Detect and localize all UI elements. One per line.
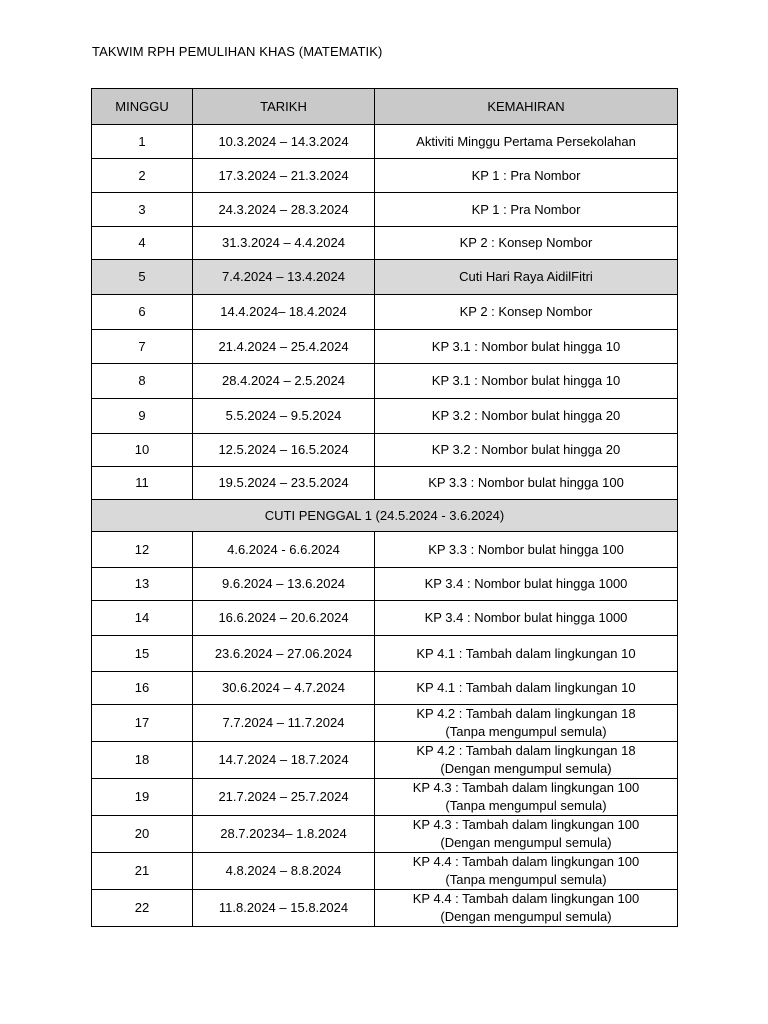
table-row xyxy=(92,399,678,434)
cell-kemahiran xyxy=(375,364,678,399)
cell-kemahiran xyxy=(375,816,678,853)
table-row xyxy=(92,779,678,816)
kemahiran-text: KP 4.3 : Tambah dalam lingkungan 100 xyxy=(412,817,640,832)
cell-kemahiran xyxy=(375,890,678,927)
cell-tarikh: 4.8.2024 – 8.8.2024 xyxy=(193,853,375,890)
kemahiran-text: KP 4.3 : Tambah dalam lingkungan 100 xyxy=(412,780,640,795)
cell-kemahiran xyxy=(375,159,678,193)
cell-minggu: 3 xyxy=(92,193,193,227)
column-header-minggu: MINGGU xyxy=(92,89,193,125)
cell-tarikh: 24.3.2024 – 28.3.2024 xyxy=(193,193,375,227)
cell-minggu: 18 xyxy=(92,742,193,779)
cell-tarikh: 7.4.2024 – 13.4.2024 xyxy=(193,260,375,295)
table-header-row xyxy=(92,89,678,125)
cell-kemahiran xyxy=(375,705,678,742)
kemahiran-text: KP 4.2 : Tambah dalam lingkungan 18 xyxy=(416,706,636,721)
cell-kemahiran xyxy=(375,532,678,568)
kemahiran-text: KP 1 : Pra Nombor xyxy=(471,167,581,183)
kemahiran-text: KP 1 : Pra Nombor xyxy=(471,201,581,217)
table-row xyxy=(92,467,678,500)
cell-kemahiran xyxy=(375,227,678,260)
cell-minggu: 1 xyxy=(92,125,193,159)
cell-kemahiran xyxy=(375,853,678,890)
cell-minggu: 14 xyxy=(92,601,193,636)
table-row xyxy=(92,125,678,159)
table-row xyxy=(92,260,678,295)
table-row xyxy=(92,672,678,705)
table-row xyxy=(92,742,678,779)
cell-tarikh: 23.6.2024 – 27.06.2024 xyxy=(193,636,375,672)
cell-tarikh: 16.6.2024 – 20.6.2024 xyxy=(193,601,375,636)
table-body xyxy=(92,125,678,927)
cell-tarikh: 7.7.2024 – 11.7.2024 xyxy=(193,705,375,742)
cell-minggu: 5 xyxy=(92,260,193,295)
kemahiran-text: KP 3.2 : Nombor bulat hingga 20 xyxy=(431,442,621,457)
cell-tarikh: 17.3.2024 – 21.3.2024 xyxy=(193,159,375,193)
cell-tarikh: 14.7.2024 – 18.7.2024 xyxy=(193,742,375,779)
table-row xyxy=(92,227,678,260)
kemahiran-note: (Tanpa mengumpul semula) xyxy=(445,872,607,887)
table-row xyxy=(92,816,678,853)
kemahiran-text: KP 2 : Konsep Nombor xyxy=(459,235,593,250)
cell-kemahiran xyxy=(375,568,678,601)
kemahiran-text: KP 4.1 : Tambah dalam lingkungan 10 xyxy=(416,645,636,661)
cell-kemahiran xyxy=(375,601,678,636)
kemahiran-note: (Tanpa mengumpul semula) xyxy=(445,724,607,739)
cell-minggu: 21 xyxy=(92,853,193,890)
cell-kemahiran xyxy=(375,260,678,295)
document-title: TAKWIM RPH PEMULIHAN KHAS (MATEMATIK) xyxy=(92,44,383,59)
schedule-table xyxy=(91,88,678,927)
cell-tarikh: 9.6.2024 – 13.6.2024 xyxy=(193,568,375,601)
cell-tarikh: 4.6.2024 - 6.6.2024 xyxy=(193,532,375,568)
kemahiran-text: KP 3.4 : Nombor bulat hingga 1000 xyxy=(424,576,628,591)
cell-minggu: 16 xyxy=(92,672,193,705)
cell-kemahiran xyxy=(375,330,678,364)
cell-tarikh: 21.7.2024 – 25.7.2024 xyxy=(193,779,375,816)
kemahiran-text: KP 2 : Konsep Nombor xyxy=(459,304,593,319)
kemahiran-text: Cuti Hari Raya AidilFitri xyxy=(459,269,593,284)
kemahiran-text: KP 3.1 : Nombor bulat hingga 10 xyxy=(431,373,621,388)
cell-tarikh: 19.5.2024 – 23.5.2024 xyxy=(193,467,375,500)
table-row xyxy=(92,330,678,364)
cell-kemahiran xyxy=(375,636,678,672)
cell-minggu: 12 xyxy=(92,532,193,568)
table-row xyxy=(92,434,678,467)
kemahiran-text: KP 4.1 : Tambah dalam lingkungan 10 xyxy=(416,680,636,695)
cell-kemahiran xyxy=(375,295,678,330)
cell-minggu: 2 xyxy=(92,159,193,193)
cell-minggu: 22 xyxy=(92,890,193,927)
table-row xyxy=(92,193,678,227)
kemahiran-note: (Dengan mengumpul semula) xyxy=(440,761,612,776)
cell-tarikh: 11.8.2024 – 15.8.2024 xyxy=(193,890,375,927)
table-row xyxy=(92,890,678,927)
kemahiran-text: KP 3.1 : Nombor bulat hingga 10 xyxy=(431,338,621,354)
cell-tarikh: 21.4.2024 – 25.4.2024 xyxy=(193,330,375,364)
table-row xyxy=(92,705,678,742)
cell-tarikh: 5.5.2024 – 9.5.2024 xyxy=(193,399,375,434)
table-row xyxy=(92,295,678,330)
kemahiran-text: KP 3.4 : Nombor bulat hingga 1000 xyxy=(424,610,628,625)
cell-kemahiran xyxy=(375,125,678,159)
table-row xyxy=(92,601,678,636)
kemahiran-text: KP 3.3 : Nombor bulat hingga 100 xyxy=(428,541,624,557)
cell-tarikh: 10.3.2024 – 14.3.2024 xyxy=(193,125,375,159)
cell-minggu: 9 xyxy=(92,399,193,434)
table-row xyxy=(92,568,678,601)
cell-kemahiran xyxy=(375,742,678,779)
table-row xyxy=(92,636,678,672)
table-row xyxy=(92,853,678,890)
kemahiran-note: (Dengan mengumpul semula) xyxy=(440,835,612,850)
holiday-label: CUTI PENGGAL 1 (24.5.2024 - 3.6.2024) xyxy=(92,500,678,532)
cell-minggu: 4 xyxy=(92,227,193,260)
holiday-row xyxy=(92,500,678,532)
cell-kemahiran xyxy=(375,399,678,434)
cell-minggu: 13 xyxy=(92,568,193,601)
cell-minggu: 20 xyxy=(92,816,193,853)
cell-minggu: 15 xyxy=(92,636,193,672)
cell-tarikh: 12.5.2024 – 16.5.2024 xyxy=(193,434,375,467)
kemahiran-text: Aktiviti Minggu Pertama Persekolahan xyxy=(416,133,636,149)
column-header-tarikh: TARIKH xyxy=(193,89,375,125)
kemahiran-text: KP 4.4 : Tambah dalam lingkungan 100 xyxy=(412,891,640,906)
cell-minggu: 7 xyxy=(92,330,193,364)
cell-kemahiran xyxy=(375,779,678,816)
cell-minggu: 10 xyxy=(92,434,193,467)
cell-tarikh: 31.3.2024 – 4.4.2024 xyxy=(193,227,375,260)
cell-minggu: 11 xyxy=(92,467,193,500)
cell-tarikh: 30.6.2024 – 4.7.2024 xyxy=(193,672,375,705)
kemahiran-note: (Dengan mengumpul semula) xyxy=(440,909,612,924)
kemahiran-note: (Tanpa mengumpul semula) xyxy=(445,798,607,813)
cell-tarikh: 28.4.2024 – 2.5.2024 xyxy=(193,364,375,399)
cell-tarikh: 14.4.2024– 18.4.2024 xyxy=(193,295,375,330)
cell-minggu: 8 xyxy=(92,364,193,399)
cell-minggu: 6 xyxy=(92,295,193,330)
cell-minggu: 17 xyxy=(92,705,193,742)
column-header-kemahiran: KEMAHIRAN xyxy=(375,89,678,125)
cell-tarikh: 28.7.20234– 1.8.2024 xyxy=(193,816,375,853)
cell-kemahiran xyxy=(375,672,678,705)
cell-kemahiran xyxy=(375,434,678,467)
cell-minggu: 19 xyxy=(92,779,193,816)
table-row xyxy=(92,532,678,568)
table-row xyxy=(92,364,678,399)
cell-kemahiran xyxy=(375,467,678,500)
kemahiran-text: KP 3.3 : Nombor bulat hingga 100 xyxy=(428,475,624,490)
table-row xyxy=(92,159,678,193)
cell-kemahiran xyxy=(375,193,678,227)
kemahiran-text: KP 4.4 : Tambah dalam lingkungan 100 xyxy=(412,854,640,869)
kemahiran-text: KP 4.2 : Tambah dalam lingkungan 18 xyxy=(416,743,636,758)
kemahiran-text: KP 3.2 : Nombor bulat hingga 20 xyxy=(431,408,621,423)
